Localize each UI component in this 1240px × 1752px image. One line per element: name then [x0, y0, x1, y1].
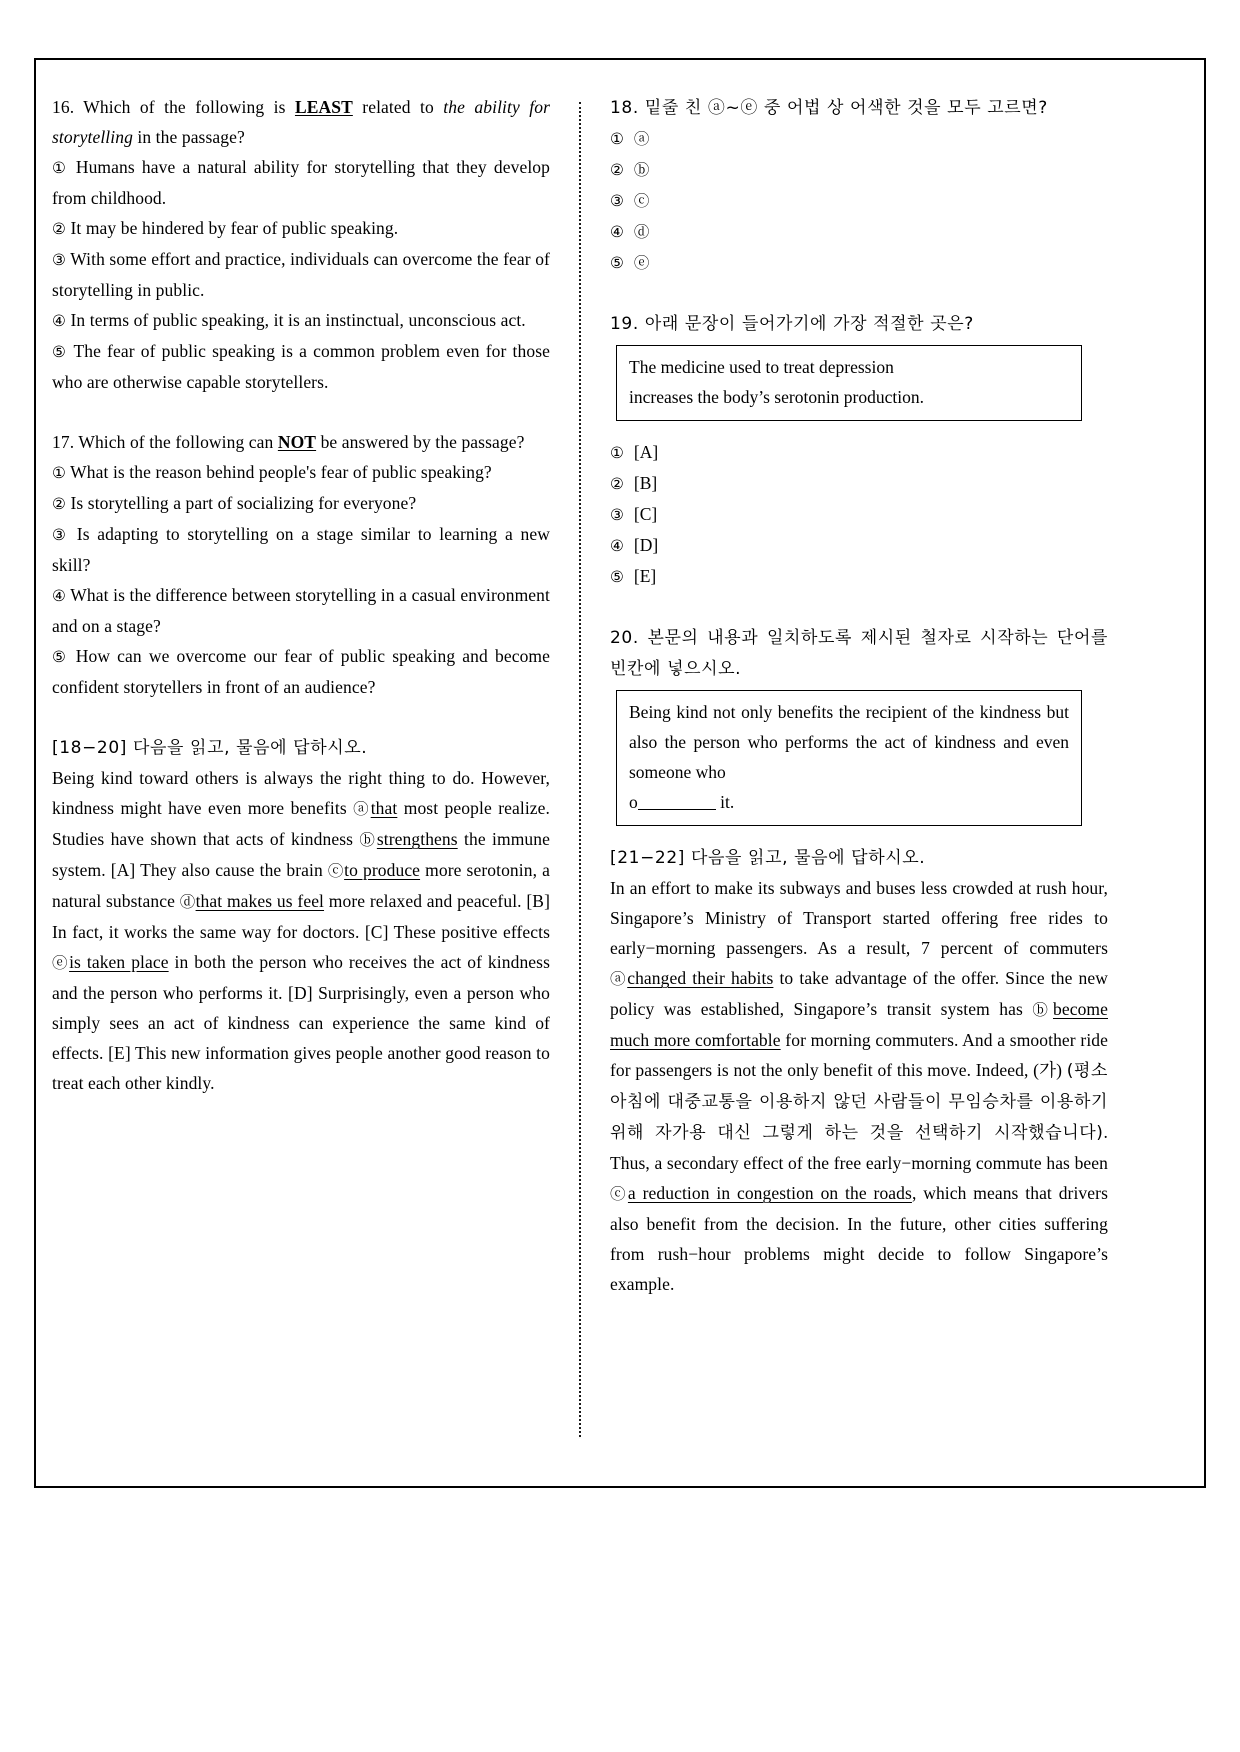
choice-marker-icon: ①	[52, 464, 66, 482]
underline-marker-b-icon: ⓑ	[1032, 1001, 1053, 1019]
choice-text: What is the difference between storytelling in a casual environment and on a stage?	[52, 585, 550, 636]
choice-text: Humans have a natural ability for storytelling that they develop from childhood.	[52, 157, 550, 208]
question-20	[610, 622, 1108, 826]
question-19-option-4[interactable]	[610, 530, 1108, 561]
option-value-icon: ⓐ	[633, 130, 650, 148]
underlined-phrase-a: changed their habits	[627, 968, 774, 988]
question-19-option-3[interactable]	[610, 499, 1108, 530]
question-19	[610, 308, 1108, 592]
quote-line: The medicine used to treat depression	[629, 357, 894, 377]
choice-marker-icon: ②	[610, 161, 624, 179]
spacer	[610, 592, 1108, 622]
underline-marker-c-icon: ⓒ	[327, 862, 345, 880]
question-17	[52, 427, 550, 702]
choice-marker-icon: ④	[52, 312, 66, 330]
choice-marker-icon: ③	[610, 506, 624, 524]
spacer	[52, 702, 550, 732]
question-19-option-5[interactable]	[610, 561, 1108, 592]
question-18-option-3[interactable]	[610, 185, 1108, 216]
question-18-option-1[interactable]	[610, 123, 1108, 154]
underlined-phrase-d: that makes us feel	[195, 891, 325, 911]
passage-18-20-body	[52, 763, 550, 1098]
spacer	[610, 826, 1108, 842]
underline-marker-c-icon: ⓒ	[610, 1185, 628, 1203]
question-16	[52, 92, 550, 397]
option-value-icon: ⓔ	[633, 254, 650, 272]
question-17-choice-4[interactable]	[52, 580, 550, 641]
option-value: [E]	[633, 566, 657, 586]
passage-segment: . Thus, a secondary effect of the free early−morning commute has been	[610, 1122, 1108, 1173]
option-value-icon: ⓒ	[633, 192, 650, 210]
passage-segment: in both the person who receives the act of kindness and the person who performs it. [D] Surprisingly, even a person who simply sees an act of kindness can experience the same kind of effects. [E] This new information gives people another good reason to treat each other kindly.	[52, 952, 550, 1093]
question-18-option-4[interactable]	[610, 216, 1108, 247]
question-16-stem	[52, 92, 550, 152]
choice-marker-icon: ①	[52, 159, 69, 177]
question-16-stem-pre: 16. Which of the following is	[52, 97, 295, 117]
choice-text: How can we overcome our fear of public speaking and become confident storytellers in front of an audience?	[52, 646, 550, 697]
question-16-choice-4[interactable]	[52, 305, 550, 336]
underlined-phrase-c: a reduction in congestion on the roads	[627, 1183, 912, 1203]
passage-21-22-body	[610, 873, 1108, 1299]
spacer	[610, 278, 1108, 308]
passage-segment: In an effort to make its subways and buses less crowded at rush hour, Singapore’s Ministry of Transport started offering free rides to early−morning passengers. As a result, 7 percent of commuters	[610, 878, 1108, 958]
answer-blank[interactable]	[638, 792, 716, 810]
choice-marker-icon: ②	[52, 220, 66, 238]
passage-segment: the immune system. [A] They also cause the brain	[52, 829, 550, 880]
underlined-phrase-a: that	[370, 798, 398, 818]
choice-text: In terms of public speaking, it is an instinctual, unconscious act.	[70, 310, 526, 330]
question-20-quote-box	[616, 690, 1082, 826]
spacer	[610, 421, 1108, 437]
question-17-stem	[52, 427, 550, 457]
quote-line: increases the body’s serotonin production.	[629, 387, 925, 407]
option-value-icon: ⓑ	[633, 161, 650, 179]
choice-marker-icon: ②	[610, 475, 624, 493]
question-17-choice-2[interactable]	[52, 488, 550, 519]
passage-segment: most people realize. Studies have shown that acts of kindness	[52, 798, 550, 849]
question-16-choice-3[interactable]	[52, 244, 550, 305]
underline-marker-a-icon: ⓐ	[610, 970, 628, 988]
column-divider	[558, 92, 602, 1470]
underlined-phrase-b: become much more comfortable	[610, 999, 1108, 1050]
choice-marker-icon: ⑤	[52, 648, 69, 666]
column-divider-rule	[579, 102, 581, 1437]
passage-18-20-heading: [18−20] 다음을 읽고, 물음에 답하시오.	[52, 738, 368, 758]
choice-marker-icon: ④	[610, 537, 624, 555]
question-18-option-2[interactable]	[610, 154, 1108, 185]
question-16-italic-phrase: the ability for storytelling	[52, 97, 550, 147]
question-19-stem: 19. 아래 문장이 들어가기에 가장 적절한 곳은?	[610, 314, 974, 334]
choice-marker-icon: ④	[52, 587, 67, 605]
passage-segment: , which means that drivers also benefit from the decision. In the future, other cities suffering from rush−hour problems might decide to follow Singapore’s example.	[610, 1183, 1108, 1294]
choice-text: Is storytelling a part of socializing for everyone?	[70, 493, 417, 513]
option-value: [C]	[633, 504, 658, 524]
option-value: [B]	[633, 473, 658, 493]
underlined-phrase-b: strengthens	[376, 829, 458, 849]
choice-marker-icon: ⑤	[610, 568, 624, 586]
passage-21-22-heading: [21−22] 다음을 읽고, 물음에 답하시오.	[610, 848, 926, 868]
question-18-option-5[interactable]	[610, 247, 1108, 278]
question-17-choice-3[interactable]	[52, 519, 550, 580]
choice-marker-icon: ①	[610, 444, 624, 462]
choice-marker-icon: ⑤	[610, 254, 624, 272]
question-17-stem-pre: 17. Which of the following can	[52, 432, 278, 452]
choice-text: The fear of public speaking is a common problem even for those who are otherwise capable storytellers.	[52, 341, 550, 392]
underlined-phrase-e: is taken place	[69, 952, 169, 972]
passage-segment: to take advantage of the offer. Since the new policy was established, Singapore’s transit system has	[610, 968, 1108, 1019]
choice-text: It may be hindered by fear of public speaking.	[70, 218, 399, 238]
question-17-keyword: NOT	[277, 432, 317, 452]
passage-korean-translation: (평소 아침에 대중교통을 이용하지 않던 사람들이 무임승차를 이용하기 위해 자가용 대신 그렇게 하는 것을 선택하기 시작했습니다)	[610, 1061, 1108, 1143]
spacer	[52, 397, 550, 427]
choice-text: What is the reason behind people's fear of public speaking?	[70, 462, 492, 482]
choice-marker-icon: ③	[52, 251, 67, 269]
blank-prefix-letter: o	[629, 792, 638, 812]
quote-text: Being kind not only benefits the recipient of the kindness but also the person who performs the act of kindness and even someone who	[629, 702, 1069, 782]
choice-text: Is adapting to storytelling on a stage similar to learning a new skill?	[52, 524, 550, 575]
passage-segment: more serotonin, a natural substance	[52, 860, 551, 911]
blank-suffix: it.	[720, 792, 735, 812]
passage-segment: Being kind toward others is always the right thing to do. However, kindness might have even more benefits	[52, 768, 550, 818]
question-19-option-2[interactable]	[610, 468, 1108, 499]
underline-marker-d-icon: ⓓ	[179, 893, 196, 911]
two-column-layout	[52, 92, 1188, 1470]
question-16-choice-2[interactable]	[52, 213, 550, 244]
question-18-stem: 18. 밑줄 친 ⓐ~ⓔ 중 어법 상 어색한 것을 모두 고르면?	[610, 98, 1048, 118]
question-17-choice-5[interactable]	[52, 641, 550, 702]
choice-marker-icon: ③	[610, 192, 624, 210]
choice-marker-icon: ⑤	[52, 343, 68, 361]
passage-segment: for morning commuters. And a smoother ride for passengers is not the only benefit of this move. Indeed, (가)	[610, 1030, 1109, 1080]
option-value-icon: ⓓ	[633, 223, 650, 241]
right-column	[602, 92, 1108, 1470]
option-value: [D]	[633, 535, 659, 555]
quote-blank-line	[629, 787, 1069, 817]
choice-marker-icon: ①	[610, 130, 624, 148]
question-16-stem-mid: related to	[352, 97, 444, 117]
choice-text: With some effort and practice, individuals can overcome the fear of storytelling in public.	[52, 249, 550, 300]
question-16-stem-post: in the passage?	[132, 127, 245, 147]
question-17-choice-1[interactable]	[52, 457, 550, 488]
underline-marker-e-icon: ⓔ	[52, 954, 70, 972]
left-column	[52, 92, 558, 1470]
question-16-choice-5[interactable]	[52, 336, 550, 397]
question-19-quote-box	[616, 345, 1082, 421]
choice-marker-icon: ④	[610, 223, 624, 241]
choice-marker-icon: ②	[52, 495, 66, 513]
question-17-stem-post: be answered by the passage?	[316, 432, 525, 452]
question-16-keyword: LEAST	[294, 97, 353, 117]
underline-marker-b-icon: ⓑ	[359, 831, 377, 849]
question-18	[610, 92, 1108, 278]
question-20-stem: 20. 본문의 내용과 일치하도록 제시된 철자로 시작하는 단어를 빈칸에 넣으시오.	[610, 628, 1108, 679]
question-19-option-1[interactable]	[610, 437, 1108, 468]
underline-marker-a-icon: ⓐ	[353, 800, 371, 818]
passage-segment: more relaxed and peaceful. [B] In fact, it works the same way for doctors. [C] These positive effects	[52, 891, 550, 942]
underlined-phrase-c: to produce	[344, 860, 421, 880]
passage-21-22	[610, 842, 1108, 1299]
option-value: [A]	[633, 442, 659, 462]
question-16-choice-1[interactable]	[52, 152, 550, 213]
choice-marker-icon: ③	[52, 526, 70, 544]
passage-18-20	[52, 732, 550, 1098]
